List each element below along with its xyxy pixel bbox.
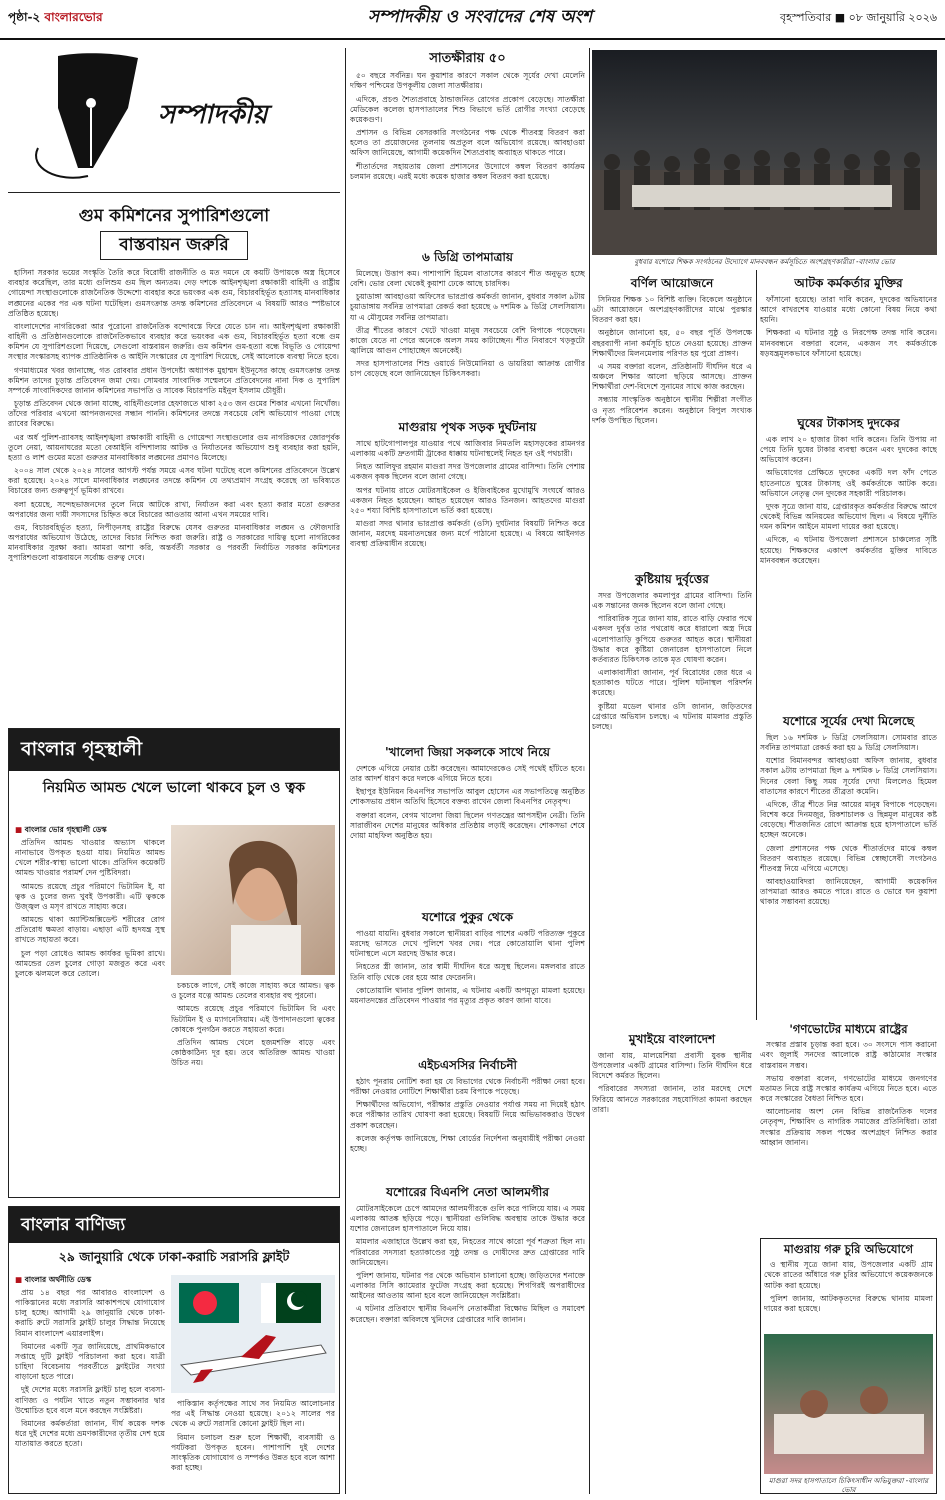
page-label [8,10,103,26]
page-number: পৃষ্ঠা-২ [8,10,41,24]
arrest-story [760,276,937,408]
editorial-logo [8,48,340,193]
hsc-paragraph: কলেজ কর্তৃপক্ষ জানিয়েছে, শিক্ষা বোর্ডের নির্দেশনা অনুযায়ীই পরীক্ষা নেওয়া হচ্ছে। [350,1133,585,1153]
satkhira-paragraph: ৫০ বছরে সর্বনিম্ন। ঘন কুয়াশার কারণে সকাল থেকে সূর্যের দেখা মেলেনি দক্ষিণ পশ্চিমের উপকূলীয় জেলা সাতক্ষীরায়। [350,71,585,91]
satkhira-story [350,50,585,258]
flag-plane-photo [171,1275,335,1393]
editorial-logo-text: সম্পাদকীয় [158,100,268,130]
editorial-paragraph: হাসিনা সরকার ভয়ের সংস্কৃতি তৈরি করে বিরোধী রাজনীতি ও মত দমনে যে কয়টি উপায়কে অস্ত্র হিসেবে ব্যবহার করেছিল, তার মধ্যে গুলিশুম গুম ছিল অন্যতম। দেড় দশকে আইনশৃঙ্খলা রক্ষাকারী বাহিনী ও রাষ্ট্রীয় গোয়েন্দা সংস্থাগুলোকে রাজনৈতিক উদ্দেশ্যে ব্যবহার করে ভয়ংকর এক গুম, বিচারবহির্ভূত হত্যাসহ মানবাধিকার লঙ্ঘনের একের পর এক ঘটনা ঘটেছিল। গুমসংক্রান্ত তদন্ত কমিশনের প্রতিবেদনে এ বিষয়টি আরও স্পষ্টভাবে প্রতিষ্ঠিত হয়েছে। [8,268,340,318]
commerce-paragraph: দুই দেশের মধ্যে সরাসরি ফ্লাইট চালু হলে ব্যবসা-বাণিজ্য ও পর্যটন খাতে নতুন সম্ভাবনার দ্বার উন্মোচিত হবে বলে মনে করছেন সংশ্লিষ্টরা। [15,1385,165,1415]
commerce-col1 [15,1273,165,1489]
kushtia-headline: কুষ্টিয়ায় দুর্বৃত্তের [635,572,709,586]
arrest-headline: আটক কর্মকর্তার মুক্তির [794,276,903,290]
pen-nib-icon [18,48,168,188]
road-story [350,420,585,738]
commerce-headline: ২৯ জানুয়ারি থেকে ঢাকা-করাচি সরাসরি ফ্লাইট [58,1249,290,1264]
editorial-headline-line2: বাস্তবায়ন জরুরি [100,231,248,259]
editorial-paragraph: চূড়ান্ত প্রতিবেদন থেকে জানা যাচ্ছে, বাহিনীগুলোর হেফাজতে থাকা ২৫৩ জন গুমের শিকার এখনো নিখোঁজ। তাঁদের পরিবার এখনো আপনজনদের সন্ধান পাননি। কমিশনের তদন্তে সবচেয়ে বেশি অভিযোগ পাওয়া গেছে র‍্যাবের বিরুদ্ধে। [8,399,340,429]
column-divider [345,48,346,1494]
commerce-paragraph: বিমানের কর্মকর্তারা জানান, দীর্ঘ কয়েক দশক ধরে দুই দেশের মধ্যে ভ্রমণকারীদের তৃতীয় দেশ হয়ে যাতায়াত করতে হতো। [15,1418,165,1449]
hospital-bed-icon [764,1334,933,1474]
satkhira-paragraph: প্রশাসন ও বিভিন্ন বেসরকারি সংগঠনের পক্ষ থেকে শীতবস্ত্র বিতরণ করা হলেও তা প্রয়োজনের তুলনায় অপ্রতুল বলে অভিযোগ রয়েছে। আবহাওয়া অফিস জানিয়েছে, আগামী কয়েকদিন শৈত্যপ্রবাহ অব্যাহত থাকতে পারে। [350,128,585,158]
protest-photo [592,50,937,255]
road-paragraph: নিহত আলিফুর রহমান মাগুরা সদর উপজেলার গ্রামের বাসিন্দা। তিনি পেশায় একজন কৃষক ছিলেন বলে জানা গেছে। [350,462,585,482]
bnp-paragraph: মামলার এজাহারে উল্লেখ করা হয়, নিহতের সাথে কারো পূর্ব শত্রুতা ছিল না। পরিবারের সদস্যরা হত্যাকাণ্ডের সুষ্ঠু তদন্ত ও দোষীদের দ্রুত গ্রেপ্তারের দাবি জানিয়েছেন। [350,1237,585,1267]
editorial-paragraph: গণমাধ্যমের খবর জানাচ্ছে, গত রোববার প্রধান উপদেষ্টা অধ্যাপক মুহাম্মদ ইউনূসের কাছে গুমসংক্রান্ত তদন্ত কমিশন তাদের চূড়ান্ত প্রতিবেদন জমা দেয়। সোমবার সাংবাদিক সম্মেলনে প্রতিবেদনের নানা দিক ও সুপারিশ সম্পর্কে সাংবাদিকদের জানান কমিশনের সভাপতি ও সাবেক বিচারপতি মইনুল ইসলাম চৌধুরী। [8,365,340,395]
referendum-paragraph: সভায় বক্তারা বলেন, গণভোটের মাধ্যমে জনগণের মতামত নিয়ে রাষ্ট্র সংস্কার কার্যক্রম এগিয়ে নিতে হবে। এতে করে সংস্কারের বৈধতা নিশ্চিত হবে। [760,1073,937,1104]
crowd-icon [592,50,937,255]
referendum-story [760,1022,937,1232]
cattle-paragraph: পুলিশ জানায়, আটককৃতদের বিরুদ্ধে থানায় মামলা দায়ের করা হয়েছে। [764,1293,933,1313]
commerce-paragraph: প্রায় ১৪ বছর পর আবারও বাংলাদেশ ও পাকিস্তানের মধ্যে সরাসরি আকাশপথে যোগাযোগ চালু হচ্ছে। আগামী ২৯ জানুয়ারি থেকে ঢাকা-করাচি রুটে সরাসরি ফ্লাইট চালুর সিদ্ধান্ত নিয়েছে বিমান বাংলাদেশ এয়ারলাইন্স। [15,1287,165,1338]
barnil-story [592,276,752,564]
flags-airplane-icon [171,1275,335,1393]
satkhira-paragraph: এদিকে, প্রচণ্ড শৈত্যপ্রবাহে ঠান্ডাজনিত রোগের প্রকোপ বেড়েছে। সাতক্ষীরা মেডিকেল কলেজ হাসপাতালের শিশু বিভাগে ভর্তি রোগীর সংখ্যা বেড়েছে কয়েকগুণ। [350,94,585,124]
khaleda-headline: 'খালেদা জিয়া সকলকে সাথে নিয়ে [385,745,550,759]
household-paragraph: আমন্ডে রয়েছে প্রচুর পরিমাণে ভিটামিন ই, যা ত্বক ও চুলের জন্য খুবই উপকারী। এটি ত্বককে উজ্জ্বল ও মসৃণ রাখতে সাহায্য করে। [15,881,165,911]
household-paragraph: প্রতিদিন আমন্ড খেলে হজমশক্তি বাড়ে এবং কোষ্ঠকাঠিন্য দূর হয়। তবে অতিরিক্ত আমন্ড খাওয়া উচিত নয়। [171,1037,335,1068]
sun-headline: যশোরে সূর্যের দেখা মিলেছে [782,714,915,728]
household-section [8,728,340,1198]
barnil-paragraph: সিনিয়র শিক্ষক ১০ বিশিষ্ট ব্যক্তি। বিকেলে অনুষ্ঠানে ৬টা আয়োজনে অংশগ্রহণকারীদের মাঝে পুরস্কার বিতরণ করা হয়। [592,294,752,325]
road-paragraph: অপর ঘটনায় রাতে মোটরসাইকেল ও ইজিবাইকের মুখোমুখি সংঘর্ষে আরও একজন নিহত হয়েছেন। আহত হয়েছেন আরও তিনজন। আহতদের মাগুরা ২৫০ শয্যা বিশিষ্ট হাসপাতালে ভর্তি করা হয়েছে। [350,485,585,515]
editorial-paragraph: বাংলাদেশের নাগরিকেরা আর পুরোনো রাজনৈতিক বন্দোবস্তে ফিরে যেতে চান না। আইনশৃঙ্খলা রক্ষাকারী বাহিনী ও প্রতিষ্ঠানগুলোকে রাজনৈতিকভাবে ব্যবহার করে ভয়ংকর এক গুম, বিচারবহির্ভূত হত্যা বন্ধে গুম কমিশন যে সুপারিশগুলো দিয়েছে, সেগুলো বাস্তবায়ন জরুরি। গুম কমিশন গুম-হত্যা বন্ধে বিভূতি ও গোয়েন্দা সংস্থার সংস্কারসহ ব্যাপক প্রাতিষ্ঠানিক ও আইনি সংস্কারের যে সুপারিশ দিয়েছে, সেই আলোকে ব্যবস্থা নিতে হবে। [8,321,340,362]
khaleda-paragraph: দেশকে এগিয়ে নেয়ার চেষ্টা করেছেন। আমাদেরকেও সেই পথেই হাঁটতে হবে। তার আদর্শ ধারণ করে দলকে এগিয়ে নিতে হবে। [350,763,585,783]
bribe-story [760,416,937,706]
commerce-paragraph: বিমান চলাচল শুরু হলে শিক্ষার্থী, ব্যবসায়ী ও পর্যটকরা উপকৃত হবেন। পাশাপাশি দুই দেশের সাংস্কৃতিক যোগাযোগ ও সম্পর্কও উন্নত হবে বলে আশা করা হচ্ছে। [171,1432,335,1473]
commerce-col2 [171,1399,335,1489]
kushtia-story [592,572,752,1022]
barnil-paragraph: সন্ধ্যায় সাংস্কৃতিক অনুষ্ঠানে স্থানীয় শিল্পীরা সংগীত ও নৃত্য পরিবেশন করেন। অনুষ্ঠানে বিপুল সংখ্যক দর্শক উপস্থিত ছিলেন। [592,395,752,425]
household-headline: নিয়মিত আমন্ড খেলে ভালো থাকবে চুল ও ত্বক [42,780,306,796]
kushtia-paragraph: সদর উপজেলার কমলাপুর গ্রামের বাসিন্দা। তিনি এক সন্তানের জনক ছিলেন বলে জানা গেছে। [592,590,752,610]
section-banner: সম্পাদকীয় ও সংবাদের শেষ অংশ [367,7,593,27]
newspaper-brand: বাংলারভোর [44,10,103,24]
barnil-paragraph: এ সময় বক্তারা বলেন, প্রতিষ্ঠানটি দীর্ঘদিন ধরে এ অঞ্চলে শিক্ষার আলো ছড়িয়ে আসছে। প্রাক্তন শিক্ষার্থীরা দেশ-বিদেশে সুনামের সাথে কাজ করছেন। [592,361,752,392]
khaleda-story [350,745,585,895]
hospital-photo [764,1334,933,1474]
barnil-paragraph: অনুষ্ঠানে জানানো হয়, ৫০ বছর পূর্তি উপলক্ষে বছরব্যাপী নানা কর্মসূচি হাতে নেওয়া হয়েছে। প্রাক্তন শিক্ষার্থীদের মিলনমেলায় পরিণত হয় পুরো প্রাঙ্গণ। [592,328,752,358]
bnp-paragraph: মোটরসাইকেলে চেপে আমদের আলমগীরকে গুলি করে পালিয়ে যায়। এ সময় এলাকায় আতঙ্ক ছড়িয়ে পড়ে। স্থানীয়রা গুলিবিদ্ধ অবস্থায় তাকে উদ্ধার করে যশোর জেনারেল হাসপাতালে নিয়ে যায়। [350,1203,585,1234]
issue-date: বৃহস্পতিবার ■ ০৮ জানুয়ারি ২০২৬ [779,11,937,24]
degree6-paragraph: চুয়াডাঙ্গা আবহাওয়া অফিসের ভারপ্রাপ্ত কর্মকর্তা জানান, বুধবার সকাল ৯টায় চুয়াডাঙ্গায় সর্বনিম্ন তাপমাত্রা রেকর্ড করা হয়েছে ৬ দশমিক ৯ ডিগ্রি সেলসিয়াস। যা এ মৌসুমের সর্বনিম্ন তাপমাত্রা। [350,292,585,322]
household-paragraph: প্রতিদিন আমন্ড খাওয়ার অভ্যাস থাকলে নানাভাবে উপকৃত হওয়া যায়। নিয়মিত আমন্ড খেলে শরীর-স্বাস্থ্য ভালো থাকে। প্রতিদিন কয়েকটি আমন্ড খাওয়ার পরামর্শ দেন পুষ্টিবিদরা। [15,837,165,878]
khaleda-paragraph: ইছাপুর ইউনিয়ন বিএনপির সভাপতি আবুল হোসেন এর সভাপতিত্বে অনুষ্ঠিত শোকসভায় প্রধান অতিথি হিসেবে বক্তব্য রাখেন জেলা বিএনপির নেতৃবৃন্দ। [350,787,585,807]
barnil-headline: বর্ণিল আয়োজনে [630,276,714,290]
sun-story [760,714,937,1014]
household-col2 [171,981,335,1193]
degree6-paragraph: মিলেছে। উত্তাপ কম। পাশাপাশি হিমেল বাতাসের কারণে শীত অনুভূত হচ্ছে বেশি। ভোর বেলা থেকেই কুয়াশা ঢেকে আছে চারদিক। [350,268,585,288]
sun-paragraph: এদিকে, তীব্র শীতে নিম্ন আয়ের মানুষ বিপাকে পড়েছেন। বিশেষ করে দিনমজুর, রিকশাচালক ও ছিন্নমূল মানুষের কষ্ট বেড়েছে। শীতজনিত রোগে আক্রান্ত হয়ে হাসপাতালে ভর্তি হচ্ছেন অনেকে। [760,799,937,840]
editorial-headline [8,205,340,263]
hsc-paragraph: শিক্ষার্থীদের অভিযোগ, পরীক্ষার প্রস্তুতি নেওয়ার পর্যাপ্ত সময় না দিয়েই হঠাৎ করে পরীক্ষার তারিখ ঘোষণা করা হয়েছে। বিষয়টি নিয়ে অভিভাবকরাও উদ্বেগ প্রকাশ করেছেন। [350,1100,585,1130]
page-header [0,0,945,40]
sun-paragraph: ছিল ১৬ দশমিক ৮ ডিগ্রি সেলসিয়াস। সোমবার রাতে সর্বনিম্ন তাপমাত্রা রেকর্ড করা হয় ৯ ডিগ্রি সেলসিয়াস। [760,732,937,752]
cattle-paragraph: ও স্থানীয় সূত্রে জানা যায়, উপজেলার একটি গ্রাম থেকে রাতের আঁধারে গরু চুরির অভিযোগে কয়েকজনকে আটক করা হয়েছে। [764,1260,933,1290]
sun-paragraph: যশোর বিমানবন্দর আবহাওয়া অফিস জানায়, বুধবার সকাল ৯টায় তাপমাত্রা ছিল ৯ দশমিক ৮ ডিগ্রি সেলসিয়াস। দিনের বেলা কিছু সময় সূর্যের দেখা মিললেও হিমেল বাতাসের কারণে শীতের তীব্রতা কমেনি। [760,756,937,796]
cattle-story [760,1238,937,1494]
bribe-headline: ঘুষের টাকাসহ দুদকের [797,416,900,430]
kushtia-paragraph: কুষ্টিয়া মডেল থানার ওসি জানান, জড়িতদের গ্রেপ্তারে অভিযান চলছে। এ ঘটনায় মামলার প্রস্তুতি চলছে। [592,701,752,731]
editorial-headline-line1: গুম কমিশনের সুপারিশগুলো [78,206,270,226]
editorial-body [8,268,340,718]
referendum-paragraph: আলোচনায় অংশ নেন বিভিন্ন রাজনৈতিক দলের নেতৃবৃন্দ, শিক্ষাবিদ ও নাগরিক সমাজের প্রতিনিধিরা। তারা সংস্কার প্রক্রিয়ায় সকল পক্ষের অংশগ্রহণ নিশ্চিত করার আহ্বান জানান। [760,1107,937,1147]
household-box-title: বাংলার গৃহস্থালী [9,729,339,771]
sun-paragraph: জেলা প্রশাসনের পক্ষ থেকে শীতার্তদের মাঝে কম্বল বিতরণ অব্যাহত রয়েছে। বিভিন্ন স্বেচ্ছাসেবী সংগঠনও শীতবস্ত্র নিয়ে এগিয়ে এসেছে। [760,843,937,873]
commerce-box-title: বাংলার বাণিজ্য [9,1207,339,1243]
road-paragraph: মাগুরা সদর থানার ভারপ্রাপ্ত কর্মকর্তা (ওসি) দুর্ঘটনার বিষয়টি নিশ্চিত করে জানান, মরদেহ ময়নাতদন্তের জন্য মর্গে পাঠানো হয়েছে। এ বিষয়ে আইনগত ব্যবস্থা প্রক্রিয়াধীন রয়েছে। [350,519,585,549]
commerce-paragraph: বিমানের একটি সূত্র জানিয়েছে, প্রাথমিকভাবে সপ্তাহে দুটি ফ্লাইট পরিচালনা করা হবে। যাত্রী চাহিদা বিবেচনায় পরবর্তীতে ফ্লাইটের সংখ্যা বাড়ানো হতে পারে। [15,1341,165,1382]
satkhira-headline: সাতক্ষীরায় ৫০ [429,51,506,66]
editorial-paragraph: বলা হয়েছে, সন্দেহভাজনদের তুলে নিয়ে আটকে রাখা, নির্যাতন করা এবং হত্যা করার মতো গুরুতর অপরাধের জন্য দায়ী সদস্যদের চিহ্নিত করে বিচারের আওতায় আনা এখন সময়ের দাবি। [8,499,340,519]
cattle-photo-caption: মাগুরা সদর হাসপাতালে চিকিৎসাধীন অভিযুক্তরা -বাংলার ভোর [768,1477,929,1495]
arrest-paragraph: শিক্ষকরা এ ঘটনার সুষ্ঠু ও নিরপেক্ষ তদন্ত দাবি করেন। মানববন্ধনে বক্তারা বলেন, একজন সৎ কর্মকর্তাকে ষড়যন্ত্রমূলকভাবে ফাঁসানো হয়েছে। [760,328,937,358]
household-paragraph: চকচকে লাগে, সেই কাজে সাহায্য করে আমন্ড। ত্বক ও চুলের যত্নে আমন্ড তেলের ব্যবহার বহু পুরনো। [171,981,335,1001]
protest-photo-caption: বুধবার যশোরে শিক্ষক সংগঠনের উদ্যোগে মানববন্ধন কর্মসূচিতে অংশগ্রহণকারীরা -বাংলার ভোর [634,258,895,266]
commerce-paragraph: পাকিস্তান কর্তৃপক্ষের সাথে সব নিয়মিত আলোচনার পর এই সিদ্ধান্ত নেওয়া হয়েছে। ২০১২ সালের পর থেকে এ রুটে সরাসরি কোনো ফ্লাইট ছিল না। [171,1399,335,1429]
khaleda-paragraph: বক্তারা বলেন, বেগম খালেদা জিয়া ছিলেন গণতন্ত্রের আপসহীন নেত্রী। তিনি সারাজীবন দেশের মানুষের অধিকার প্রতিষ্ঠায় লড়াই করেছেন। শোকসভা শেষে দোয়া মাহফিল অনুষ্ঠিত হয়। [350,810,585,840]
commerce-section [8,1206,340,1494]
column-divider [589,48,590,1494]
hsc-headline: এইচএসসির নির্বাচনী [418,1058,517,1072]
household-paragraph: আমন্ডে রয়েছে প্রচুর পরিমাণে ভিটামিন বি এবং ভিটামিন ই ও ম্যাগনেসিয়াম। এই উপাদানগুলো ত্বকের কোষকে পুনর্গঠন করতে সহায়তা করে। [171,1004,335,1034]
kushtia-paragraph: এলাকাবাসীরা জানান, পূর্ব বিরোধের জের ধরে এ হত্যাকাণ্ড ঘটতে পারে। পুলিশ ঘটনাস্থল পরিদর্শন করেছে। [592,668,752,698]
bnp-story [350,1185,585,1494]
degree6-story [350,250,585,410]
bribe-paragraph: দুদক সূত্রে জানা যায়, গ্রেপ্তারকৃত কর্মকর্তার বিরুদ্ধে আগে থেকেই বিভিন্ন অনিয়মের অভিযোগ ছিল। এ বিষয়ে দুর্নীতি দমন কমিশন আইনে মামলা দায়ের করা হয়েছে। [760,501,937,532]
pond-paragraph: নিহতের স্ত্রী জানান, তার স্বামী দীর্ঘদিন ধরে অসুস্থ ছিলেন। মঙ্গলবার রাতে তিনি বাড়ি থেকে বের হয়ে আর ফেরেননি। [350,962,585,982]
pond-headline: যশোরে পুকুর থেকে [421,910,514,924]
household-byline: ■ বাংলার ভোর গৃহস্থালী ডেস্ক [15,825,165,835]
kushtia-paragraph: পারিবারিক সূত্রে জানা যায়, রাতে বাড়ি ফেরার পথে একদল দুর্বৃত্ত তার পথরোধ করে ধারালো অস্ত্র দিয়ে এলোপাতাড়ি কুপিয়ে গুরুতর আহত করে। স্থানীয়রা উদ্ধার করে কুষ্টিয়া জেনারেল হাসপাতালে নিলে কর্তব্যরত চিকিৎসক তাকে মৃত ঘোষণা করেন। [592,614,752,664]
road-paragraph: সাথে হাটগোপালপুর যাওয়ার পথে আজিবার নিমতলি মহাসড়কের রামনগর এলাকায় একটি দ্রুতগামী ট্রাকের ধাক্কায় ঘটনাস্থলেই নিহত হন ওই পথচারী। [350,438,585,458]
commerce-byline: ■ বাংলার অর্থনীতি ডেস্ক [15,1275,165,1285]
mujib-story [592,1032,752,1494]
mujib-paragraph: পরিবারের সদস্যরা জানান, তার মরদেহ দেশে ফিরিয়ে আনতে সরকারের সহযোগিতা কামনা করছেন তারা। [592,1084,752,1114]
satkhira-paragraph: শীতার্তদের সহায়তায় জেলা প্রশাসনের উদ্যোগে কম্বল বিতরণ কার্যক্রম চলমান রয়েছে। এরই মধ্যে কয়েক হাজার কম্বল বিতরণ করা হয়েছে। [350,161,585,181]
bnp-paragraph: এ ঘটনার প্রতিবাদে স্থানীয় বিএনপি নেতাকর্মীরা বিক্ষোভ মিছিল ও সমাবেশ করেছেন। বক্তারা অবিলম্বে খুনিদের গ্রেপ্তারের দাবি জানান। [350,1304,585,1324]
degree6-paragraph: তীব্র শীতের কারণে খেটে খাওয়া মানুষ সবচেয়ে বেশি বিপাকে পড়েছেন। কাজে যেতে না পেরে অনেকে অলস সময় কাটাচ্ছেন। শীত নিবারণে খড়কুটো জ্বালিয়ে আগুন পোহাচ্ছেন অনেকেই। [350,325,585,356]
household-col1 [15,823,165,1193]
hsc-paragraph: হঠাৎ পূনরায় নোটিশ করা হয় যে বিভাগের থেকে নির্বাচনী পরীক্ষা নেয়া হবে। পরীক্ষা নেওয়ার নোটিশে শিক্ষার্থীরা চরম বিপাকে পড়েছে। [350,1076,585,1096]
cattle-headline: মাগুরায় গরু চুরি অভিযোগে [783,1242,914,1256]
referendum-paragraph: সংস্কার প্রস্তাব চূড়ান্ত করা হবে। ৩০ সংসদে পাস করানো এবং জুলাই সনদের আলোকে রাষ্ট্র কাঠামোর সংস্কার বাস্তবায়ন সম্ভব। [760,1040,937,1070]
editorial-paragraph: ২০০৪ সাল থেকে ২০২৪ সালের আগস্ট পর্যন্ত সময়ে এসব ঘটনা ঘটেছে বলে কমিশনের প্রতিবেদনে উল্লেখ করা হয়েছে। ২০২৪ সালে মানবাধিকার লঙ্ঘনের তদন্তে কমিশন যে তথ্যপ্রমাণ সংগ্রহ করেছে তা ভবিষ্যতে বিচারের জন্য গুরুত্বপূর্ণ ভূমিকা রাখবে। [8,466,340,496]
bribe-paragraph: অভিযোগের প্রেক্ষিতে দুদকের একটি দল ফাঁদ পেতে হাতেনাতে ঘুষের টাকাসহ ওই কর্মকর্তাকে আটক করে। অভিযানে নেতৃত্ব দেন দুদকের সহকারী পরিচালক। [760,468,937,498]
household-paragraph: আমন্ডে থাকা অ্যান্টিঅক্সিডেন্ট শরীরের রোগ প্রতিরোধ ক্ষমতা বাড়ায়। এছাড়া এটি হৃদযন্ত্র সুস্থ রাখতে সহায়তা করে। [15,915,165,945]
bribe-paragraph: এক লাখ ২০ হাজার টাকা দাবি করেন। তিনি উপায় না পেয়ে তিনি ঘুষের টাকার ব্যবস্থা করেন এবং দুদকের কাছে অভিযোগ করেন। [760,434,937,465]
arrest-paragraph: ফাঁসানো হয়েছে। তারা দাবি করেন, দুদকের অভিযানের আগে বাখরশেষ যাওয়ার মধ্যে কোনো বিষয় নিয়ে কথা হয়নি। [760,294,937,325]
household-photo [171,825,335,975]
household-paragraph: চুল পড়া রোধেও আমন্ড কার্যকর ভূমিকা রাখে। আমন্ডের তেল চুলের গোড়া মজবুত করে এবং চুলকে ঝলমলে করে তোলে। [15,948,165,978]
woman-eating-almond-icon [171,825,335,975]
road-headline: মাগুরায় পৃথক সড়ক দুর্ঘটনায় [398,420,537,434]
sun-paragraph: আবহাওয়াবিদরা জানিয়েছেন, আগামী কয়েকদিন তাপমাত্রা আরও কমতে পারে। রাতে ও ভোরে ঘন কুয়াশা থাকার সম্ভাবনা রয়েছে। [760,877,937,907]
pond-paragraph: কোতোয়ালি থানার পুলিশ জানায়, এ ঘটনায় একটি অপমৃত্যু মামলা হয়েছে। ময়নাতদন্তের প্রতিবেদন পাওয়ার পর মৃত্যুর প্রকৃত কারণ জানা যাবে। [350,985,585,1005]
degree6-paragraph: সদর হাসপাতালের শিশু ওয়ার্ডে নিউমোনিয়া ও ডায়রিয়া আক্রান্ত রোগীর চাপ বেড়েছে বলে জানিয়েছেন চিকিৎসকরা। [350,359,585,379]
pond-paragraph: পাওয়া যায়নি। বুধবার সকালে স্থানীয়রা বাড়ির পাশের একটি পরিত্যক্ত পুকুরে মরদেহ ভাসতে দেখে পুলিশে খবর দেয়। পরে কোতোয়ালি থানা পুলিশ ঘটনাস্থলে এসে মরদেহ উদ্ধার করে। [350,928,585,959]
editorial-paragraph: গুম, বিচারবহির্ভূত হত্যা, নিপীড়নসহ রাষ্ট্রের বিরুদ্ধে যেসব গুরুতর মানবাধিকার লঙ্ঘন ও ফৌজদারি অপরাধের অভিযোগ উঠেছে, তাদের বিচার নিশ্চিত করা জরুরি। রাষ্ট্র ও সরকারের দায়িত্ব হলো নাগরিকের মানবাধিকার সুরক্ষা করা। আমরা আশা করি, অন্তর্বর্তী সরকার ও পরবর্তী নির্বাচিত সরকার কমিশনের সুপারিশগুলো বাস্তবায়নে সর্বোচ্চ গুরুত্ব দেবে। [8,522,340,563]
hsc-story [350,1058,585,1178]
mujib-paragraph: জানা যায়, মালয়েশিয়া প্রবাসী যুবক স্থানীয় উপজেলার একটি গ্রামের বাসিন্দা। তিনি দীর্ঘদিন ধরে বিদেশে কর্মরত ছিলেন। [592,1050,752,1081]
bribe-paragraph: এদিকে, এ ঘটনায় উপজেলা প্রশাসনে চাঞ্চল্যের সৃষ্টি হয়েছে। শিক্ষকদের একাংশ কর্মকর্তার মুক্তির দাবিতে মানববন্ধন করেছেন। [760,535,937,565]
bnp-headline: যশোরের বিএনপি নেতা আলমগীর [386,1185,549,1199]
referendum-headline: 'গণভোটের মাধ্যমে রাষ্ট্রের [789,1022,908,1036]
bnp-paragraph: পুলিশ জানায়, ঘটনার পর থেকে অভিযান চালানো হচ্ছে। জড়িতদের শনাক্তে এলাকার সিসি ক্যামেরার ফুটেজ সংগ্রহ করা হয়েছে। শিগগিরই অপরাধীদের আইনের আওতায় আনা হবে বলে জানিয়েছেন সংশ্লিষ্টরা। [350,1270,585,1301]
degree6-headline: ৬ ডিগ্রি তাপমাত্রায় [422,250,513,264]
pond-story [350,910,585,1050]
mujib-headline: মুখাইয়ে বাংলাদেশ [628,1032,716,1046]
column-divider [756,270,757,1020]
editorial-paragraph: এর অর্ধ পুলিশ-র‍্যাবসহ আইনশৃঙ্খলা রক্ষাকারী বাহিনী ও গোয়েন্দা সংস্থাগুলোর গুম নাগরিকদের জোরপূর্বক তুলে নেয়া, আয়নাঘরের মতো বেআইনি বন্দিশালায় আটক ও নির্যাতনের অভিযোগ শুধু ব্যবহার করা হয়নি, হত্যা ও লাশ গুমের মতো গুরুতর মানবাধিকার লঙ্ঘনের প্রমাণও মিলেছে। [8,432,340,462]
